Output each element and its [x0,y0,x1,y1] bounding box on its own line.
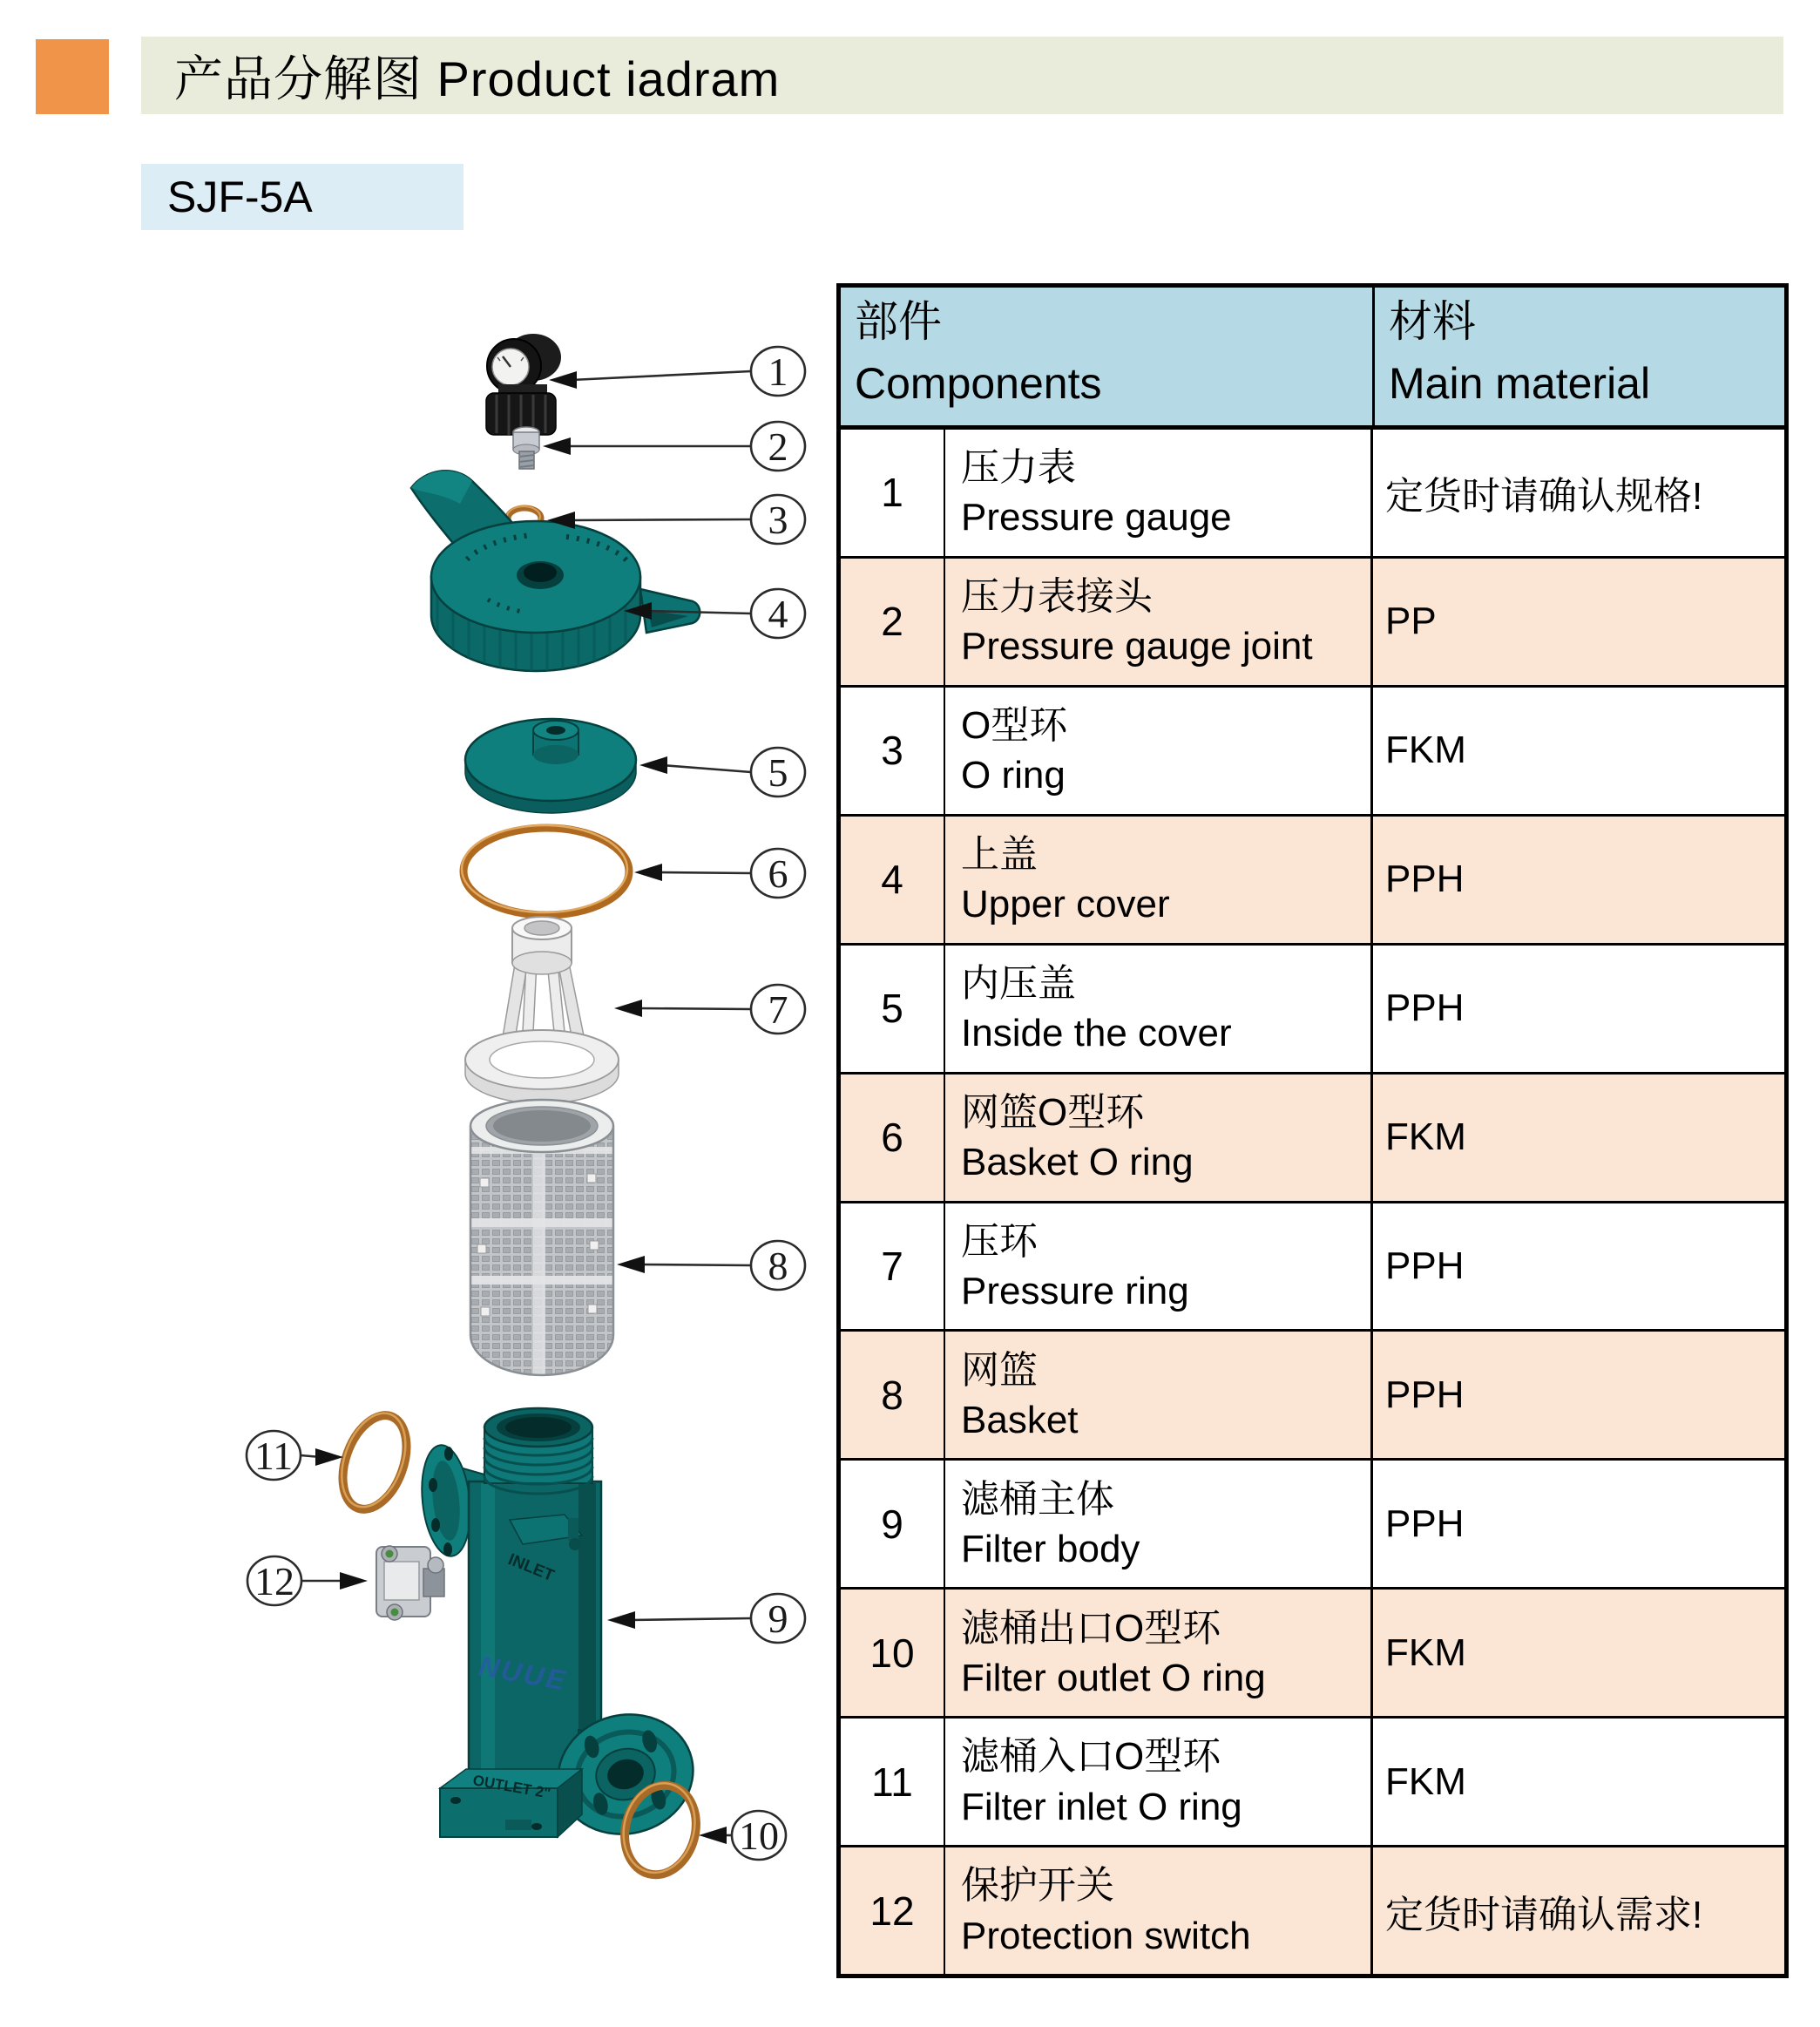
part-name-zh: 网篮 [961,1348,1038,1392]
basket-graphic [470,1100,613,1387]
part-number: 8 [841,1332,945,1458]
callout-11 [247,1431,343,1480]
callout-8 [617,1241,805,1290]
part-name-en: Pressure gauge [961,496,1232,539]
callout-number: 5 [768,750,788,795]
table-row [841,688,1784,817]
col-header-material [1375,288,1784,425]
part-name-en: Filter body [961,1527,1140,1570]
upper-cover-graphic [411,471,700,681]
part-name-zh: 内压盖 [961,961,1076,1005]
part-name-zh: 滤桶主体 [961,1477,1114,1521]
callout-number: 1 [768,349,788,394]
model-label: SJF-5A [167,173,313,221]
part-name-zh: 压环 [961,1219,1038,1263]
part-name [945,1719,1373,1845]
part-number: 9 [841,1461,945,1587]
callout-number: 3 [768,498,788,542]
callout-number: 4 [768,592,788,636]
part-name-en: O ring [961,754,1066,797]
part-number: 11 [841,1719,945,1845]
parts-table-body [841,430,1784,1974]
part-material: PP [1385,600,1437,643]
protection-switch-graphic [376,1546,444,1620]
inlet-label: INLET [505,1550,557,1586]
callout-7 [614,985,805,1034]
callout-number: 6 [768,851,788,896]
body-logo: NUUE [476,1650,571,1697]
part-material: FKM [1385,1759,1466,1803]
inlet-o-ring-graphic [329,1405,419,1518]
table-row [841,1590,1784,1719]
part-name [945,1847,1373,1974]
part-material: 定货时请确认规格! [1385,475,1703,519]
part-material: PPH [1385,858,1465,901]
gauge-joint-graphic [513,427,539,469]
callout-number: 10 [739,1813,779,1858]
part-name [945,1590,1373,1716]
callout-12 [247,1556,368,1605]
part-material: PPH [1385,1502,1465,1545]
part-name-zh: 上盖 [961,833,1038,877]
part-name-en: Pressure ring [961,1269,1189,1312]
part-number: 12 [841,1847,945,1974]
part-name-zh: 压力表接头 [961,575,1153,619]
part-name-en: Filter outlet O ring [961,1656,1266,1699]
outlet-label: OUTLET 2" [471,1772,552,1802]
part-name-zh: O型环 [961,704,1068,748]
table-row [841,1461,1784,1590]
part-name-zh: 压力表 [961,446,1076,490]
table-row [841,1847,1784,1974]
part-name-en: Upper cover [961,883,1170,926]
table-row [841,430,1784,559]
part-material: FKM [1385,729,1466,772]
part-name-en: Pressure gauge joint [961,625,1313,668]
part-name [945,1461,1373,1587]
table-row [841,817,1784,946]
part-name [945,1203,1373,1330]
part-name-zh: 滤桶入口O型环 [961,1735,1221,1779]
inside-cover-graphic [465,719,636,813]
part-name-zh: 保护开关 [961,1864,1114,1908]
callout-number: 9 [768,1597,788,1641]
part-name-zh: 滤桶出口O型环 [961,1606,1221,1650]
part-name [945,1332,1373,1458]
part-name-en: Inside the cover [961,1012,1232,1055]
col-header-components-zh: 部件 [855,297,942,346]
table-row [841,1203,1784,1332]
callout-number: 12 [254,1559,294,1603]
part-name [945,946,1373,1072]
callout-number: 2 [768,424,788,469]
part-name [945,688,1373,814]
col-header-material-zh: 材料 [1389,297,1476,346]
callout-10 [699,1811,786,1860]
part-name [945,817,1373,943]
part-material: PPH [1385,1244,1465,1287]
part-material: FKM [1385,1630,1466,1674]
callout-1 [549,347,805,396]
part-number: 4 [841,817,945,943]
callout-5 [639,748,805,797]
part-number: 3 [841,688,945,814]
col-header-components-en: Components [855,359,1102,408]
part-material: 定货时请确认需求! [1385,1893,1703,1936]
parts-table [836,283,1789,1978]
part-material: PPH [1385,986,1465,1030]
part-number: 10 [841,1590,945,1716]
part-name-en: Basket [961,1398,1079,1441]
callout-9 [607,1594,805,1643]
table-row [841,1719,1784,1847]
part-name-en: Filter inlet O ring [961,1785,1242,1828]
part-material: PPH [1385,1373,1465,1416]
table-row [841,946,1784,1075]
part-name-en: Protection switch [961,1914,1251,1957]
callout-6 [634,849,805,898]
part-name [945,430,1373,556]
callout-number: 11 [254,1434,294,1478]
callout-number: 8 [768,1244,788,1288]
pressure-gauge-graphic [486,334,561,435]
table-row [841,559,1784,688]
part-number: 6 [841,1075,945,1201]
table-header-row [841,288,1784,430]
part-material: FKM [1385,1115,1466,1159]
part-number: 1 [841,430,945,556]
part-name [945,1075,1373,1201]
table-row [841,1075,1784,1203]
table-row [841,1332,1784,1461]
part-number: 2 [841,559,945,685]
page-title: 产品分解图 Product iadram [174,51,781,106]
col-header-material-en: Main material [1389,359,1651,408]
part-name [945,559,1373,685]
basket-o-ring-graphic [462,825,629,915]
callout-number: 7 [768,987,788,1032]
part-number: 7 [841,1203,945,1330]
pressure-ring-graphic [465,917,619,1103]
part-name-en: Basket O ring [961,1141,1194,1184]
col-header-components [841,288,1375,425]
part-number: 5 [841,946,945,1072]
callout-2 [543,422,805,471]
part-name-zh: 网篮O型环 [961,1090,1145,1134]
